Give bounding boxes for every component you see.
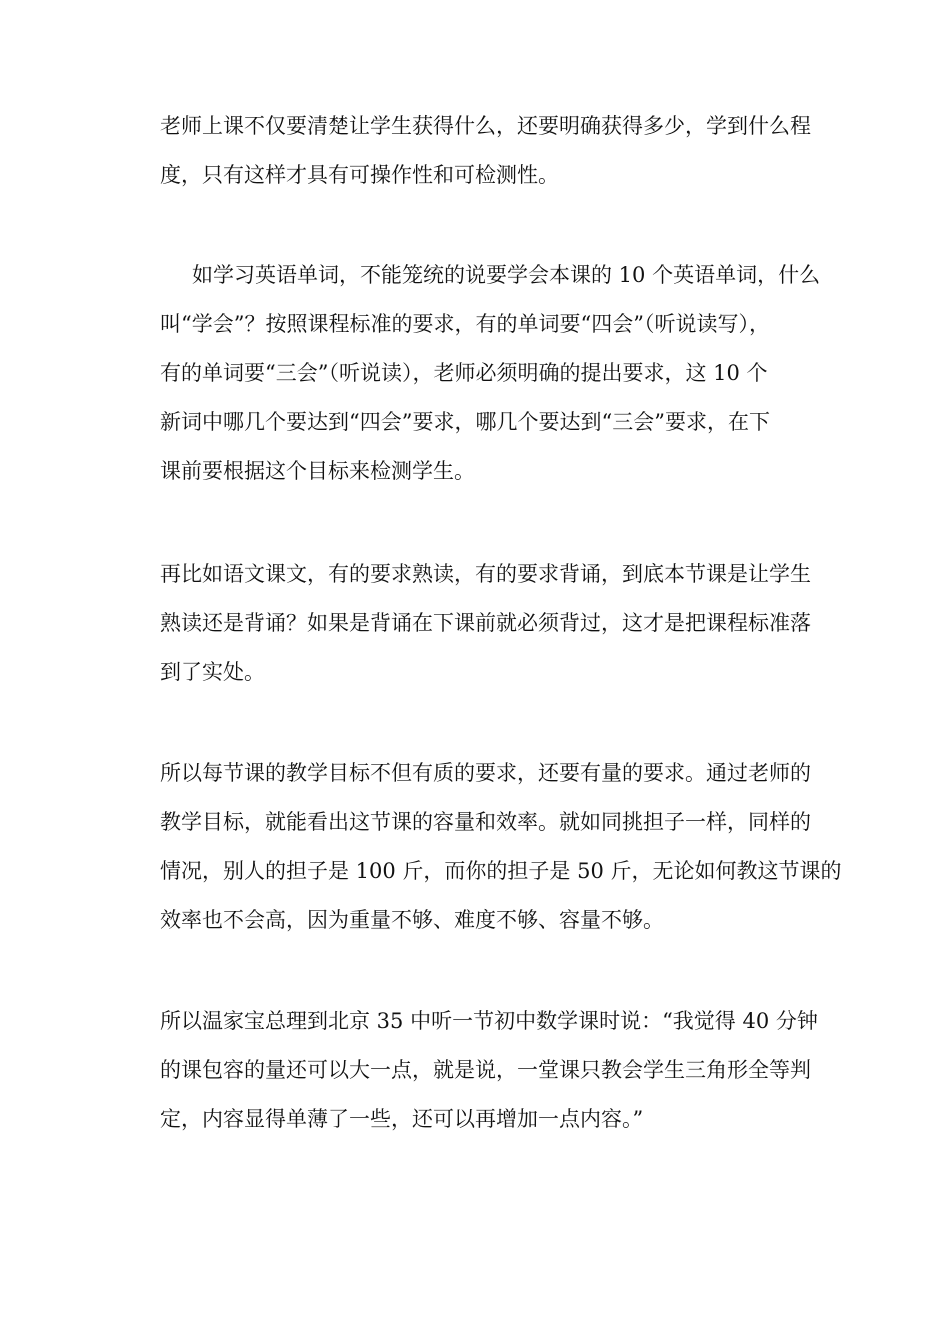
paragraph-line: 所以每节课的教学目标不但有质的要求，还要有量的要求。通过老师的 (160, 761, 811, 785)
paragraph-line: 的课包容的量还可以大一点，就是说，一堂课只教会学生三角形全等判 (160, 1058, 811, 1082)
paragraph-3 (160, 550, 860, 697)
paragraph-1 (160, 102, 860, 200)
paragraph-line: 所以温家宝总理到北京 35 中听一节初中数学课时说：“我觉得 40 分钟 (160, 1009, 818, 1033)
paragraph-line: 课前要根据这个目标来检测学生。 (160, 459, 475, 483)
paragraph-line: 度，只有这样才具有可操作性和可检测性。 (160, 163, 559, 187)
paragraph-line: 到了实处。 (160, 660, 265, 684)
paragraph-line: 新词中哪几个要达到“四会”要求，哪几个要达到“三会”要求，在下 (160, 410, 770, 434)
paragraph-line: 老师上课不仅要清楚让学生获得什么，还要明确获得多少，学到什么程 (160, 114, 811, 138)
paragraph-line: 再比如语文课文，有的要求熟读，有的要求背诵，到底本节课是让学生 (160, 562, 811, 586)
paragraph-5 (160, 997, 860, 1144)
paragraph-line: 效率也不会高，因为重量不够、难度不够、容量不够。 (160, 908, 664, 932)
paragraph-line: 情况，别人的担子是 100 斤，而你的担子是 50 斤，无论如何教这节课的 (160, 859, 842, 883)
paragraph-line: 熟读还是背诵？如果是背诵在下课前就必须背过，这才是把课程标准落 (160, 611, 811, 635)
paragraph-line: 有的单词要“三会”（听说读），老师必须明确的提出要求，这 10 个 (160, 361, 768, 385)
paragraph-2 (160, 251, 860, 496)
paragraph-4 (160, 749, 860, 945)
paragraph-line: 叫“学会”？按照课程标准的要求，有的单词要“四会”（听说读写）， (160, 312, 770, 336)
paragraph-line: 教学目标，就能看出这节课的容量和效率。就如同挑担子一样，同样的 (160, 810, 811, 834)
paragraph-line: 如学习英语单词，不能笼统的说要学会本课的 10 个英语单词，什么 (192, 263, 821, 287)
paragraph-line: 定，内容显得单薄了一些，还可以再增加一点内容。” (160, 1107, 644, 1131)
